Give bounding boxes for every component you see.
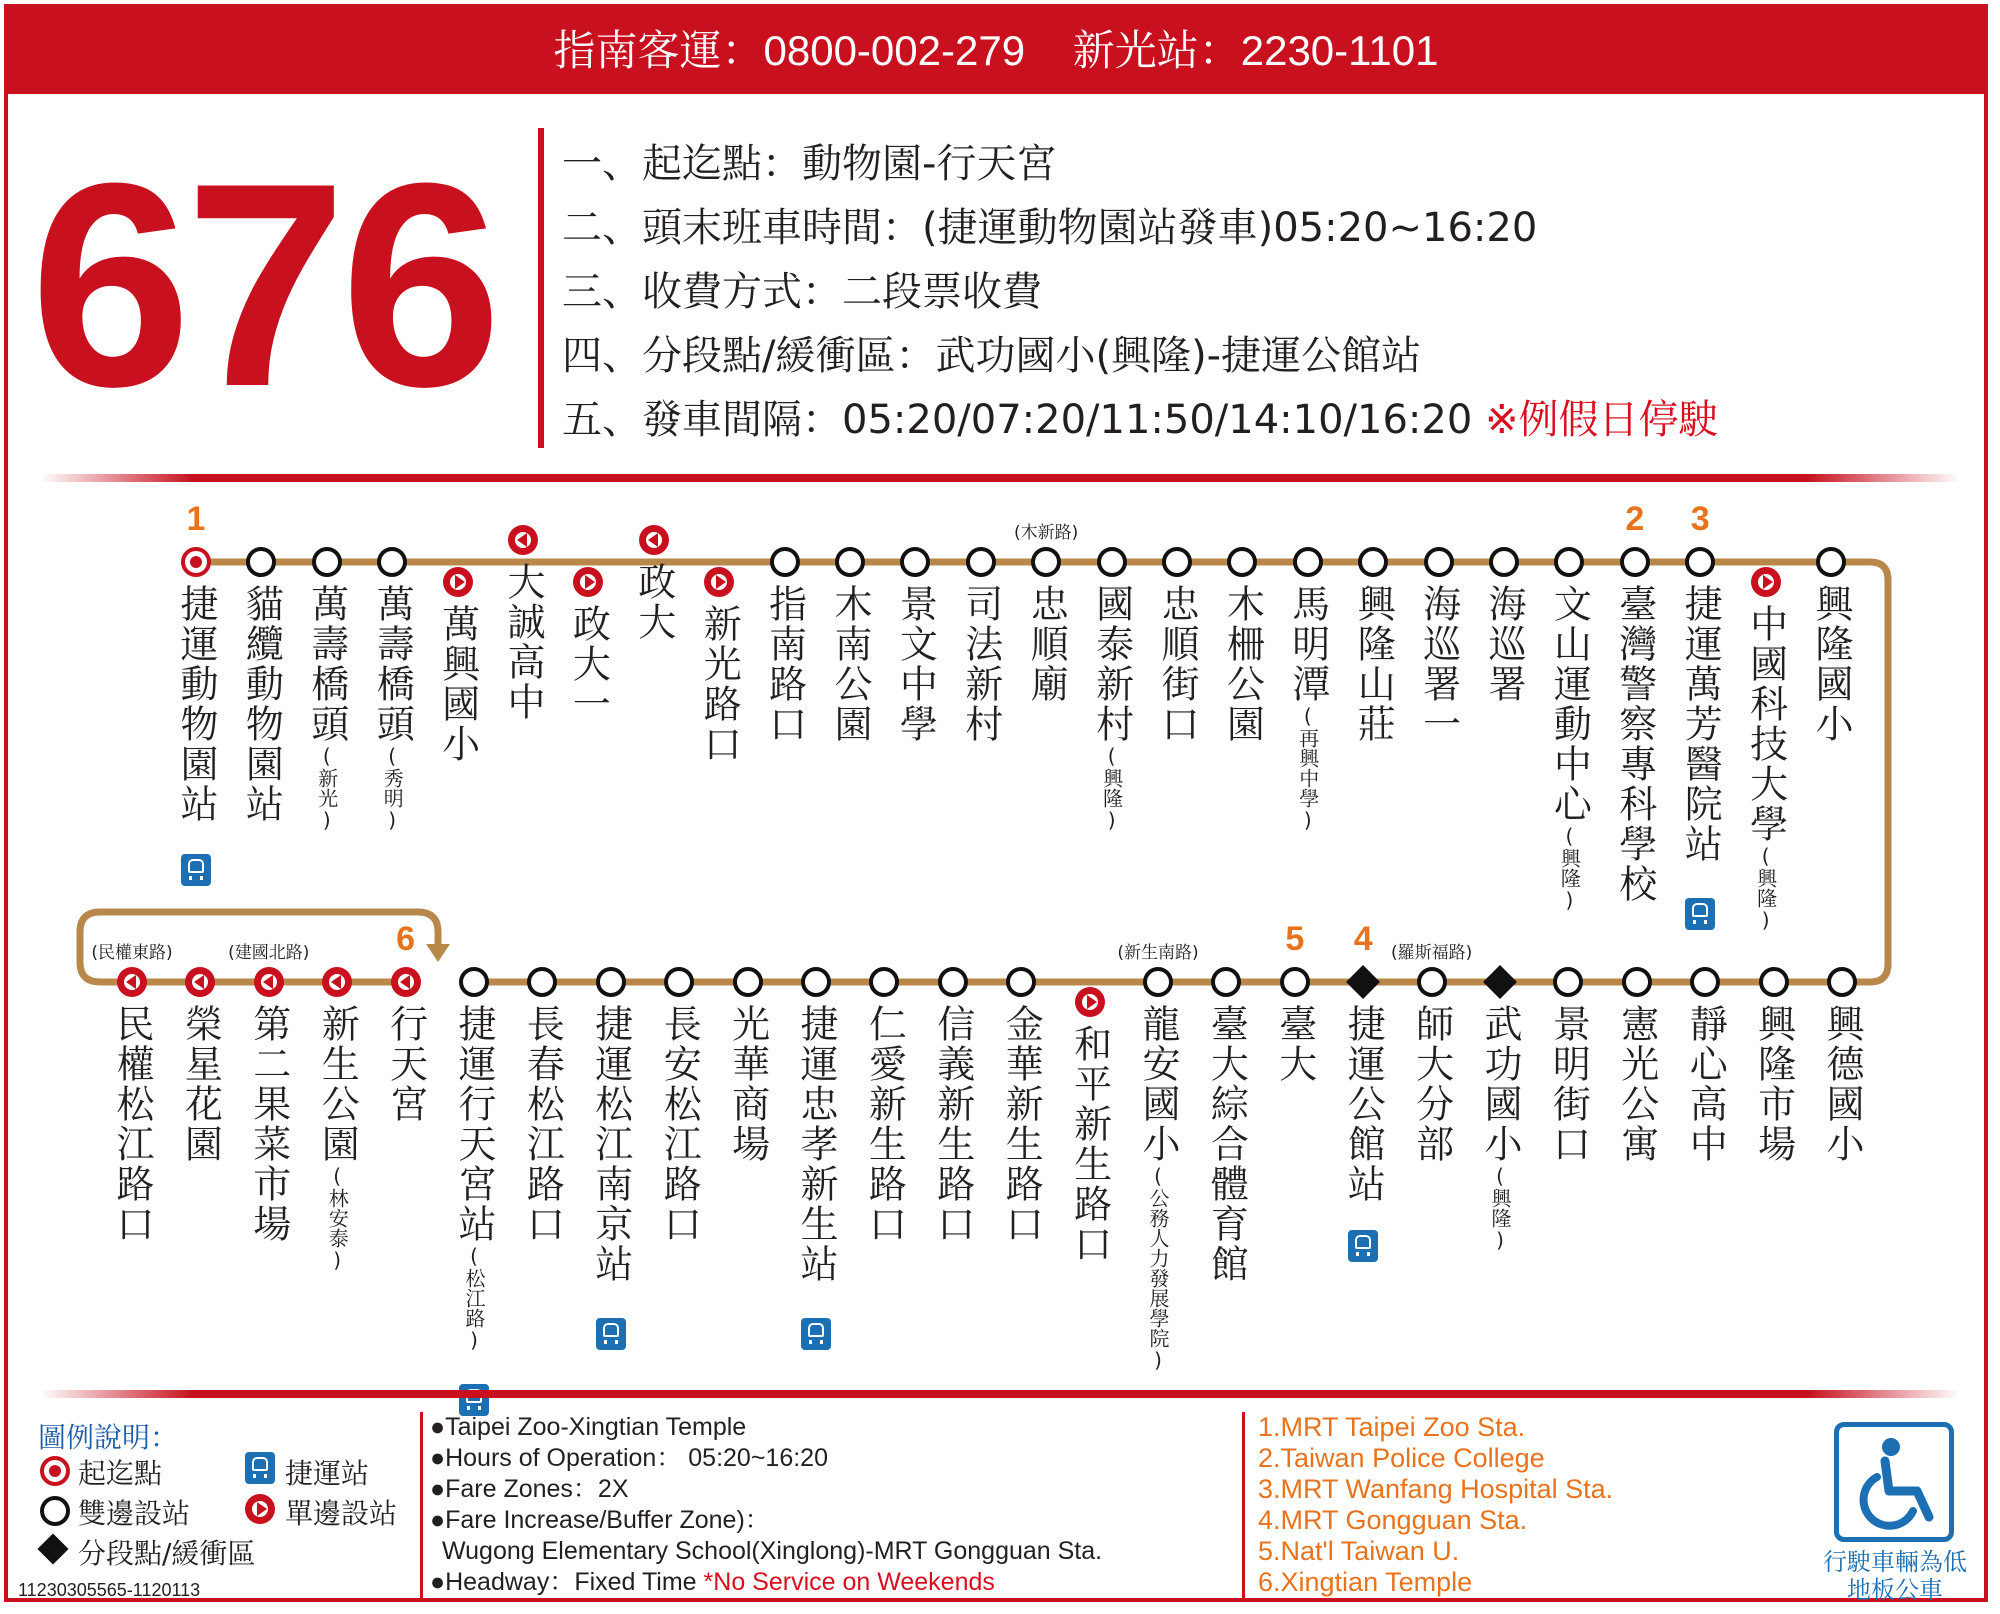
- wheelchair-icon: [1834, 1422, 1954, 1542]
- en-weekend-note: *No Service on Weekends: [703, 1568, 995, 1596]
- both-side-stop-icon: [596, 967, 626, 997]
- stop-name: 師大分部: [1409, 1004, 1454, 1164]
- mrt-station-icon: [1685, 898, 1715, 930]
- poi-item: 1.MRT Taipei Zoo Sta.: [1258, 1412, 1526, 1442]
- stop-name: 政大: [631, 562, 676, 642]
- stop-name: 興隆市場: [1751, 1004, 1796, 1164]
- stop-name: 長安松江路口: [657, 1004, 702, 1244]
- poi-number: 1: [186, 500, 206, 538]
- english-info: [430, 1412, 1102, 1598]
- stop-note: (林安泰): [325, 1164, 350, 1272]
- poi-number: 5: [1285, 920, 1305, 958]
- stop-name: 臺大: [1272, 1004, 1317, 1084]
- info-endpoints: 一、起迄點：動物園-行天宮: [562, 141, 1057, 187]
- one-side-stop-icon: [322, 967, 352, 997]
- both-side-stop-icon: [938, 967, 968, 997]
- stop-name: 新光路口: [697, 604, 742, 764]
- both-side-stop-icon: [1489, 547, 1519, 577]
- stop-name: 興隆山莊: [1351, 584, 1396, 744]
- stop-name: 興德國小: [1820, 1004, 1864, 1164]
- en-zone-detail: Wugong Elementary School(Xinglong)-MRT Gongguan Sta.: [442, 1537, 1103, 1565]
- stop-name: 信義新生路口: [930, 1004, 975, 1244]
- both-side-stop-icon: [1006, 967, 1036, 997]
- en-fare: ●Fare Zones：2X: [430, 1475, 629, 1503]
- both-side-stop-icon: [1553, 967, 1583, 997]
- stop-note: (興隆): [1753, 844, 1778, 932]
- info-zone: 四、分段點/緩衝區：武功國小(興隆)-捷運公館站: [562, 333, 1422, 379]
- stop-name: 長春松江路口: [520, 1004, 565, 1244]
- poi-number: 4: [1353, 920, 1373, 958]
- stop-note: (公務人力發展學院): [1146, 1164, 1170, 1372]
- one-side-stop-icon: [573, 567, 603, 597]
- station-phone: 新光站：2230-1101: [1072, 27, 1439, 74]
- stop-name: 指南路口: [762, 584, 807, 744]
- poster-code: 11230305565-1120113: [18, 1580, 201, 1600]
- legend-mrt: 捷運站: [285, 1457, 370, 1490]
- stop-name: 民權松江路口: [110, 1004, 154, 1244]
- mrt-station-icon: [596, 1318, 626, 1350]
- one-side-stop-icon: [117, 967, 147, 997]
- stop-note: (秀明): [380, 744, 405, 832]
- one-side-stop-icon: [639, 525, 669, 555]
- both-side-stop-icon: [1690, 967, 1720, 997]
- stop-name: 捷運公館站: [1341, 1004, 1386, 1204]
- legend-title: 圖例說明：: [38, 1421, 179, 1454]
- road-label: (建國北路): [228, 943, 310, 963]
- stop-name: 大誠高中: [501, 562, 545, 722]
- poi-item: 6.Xingtian Temple: [1258, 1567, 1473, 1597]
- both-side-stop-icon: [1685, 547, 1715, 577]
- both-side-stop-icon: [1358, 547, 1388, 577]
- both-side-stop-icon: [527, 967, 557, 997]
- en-headway: ●Headway：Fixed Time *No Service on Weekends: [430, 1568, 995, 1596]
- poi-list: [1258, 1412, 1613, 1598]
- stop-name: 武功國小(興隆): [1478, 1004, 1522, 1252]
- both-side-icon: [40, 1496, 70, 1526]
- stop-note: (興隆): [1557, 824, 1582, 912]
- stop-name: 臺灣警察專科學校: [1612, 584, 1657, 904]
- mrt-station-icon: [1348, 1230, 1378, 1262]
- stop-name: 貓纜動物園站: [239, 584, 284, 824]
- both-side-stop-icon: [1622, 967, 1652, 997]
- stop-name: 馬明潭(再興中學): [1285, 584, 1330, 832]
- diamond-icon: [42, 1538, 64, 1560]
- stop-name: 行天宮: [383, 1004, 428, 1124]
- separator-bottom: [40, 1390, 1960, 1398]
- stop-name: 光華商場: [725, 1004, 770, 1164]
- en-zone: ●Fare Increase/Buffer Zone)：: [430, 1506, 770, 1534]
- route-number: 676: [30, 123, 496, 447]
- info-fare: 三、收費方式：二段票收費: [562, 269, 1042, 315]
- stop-name: 仁愛新生路口: [862, 1004, 907, 1244]
- mrt-station-icon: [181, 854, 211, 886]
- stop-note: (再興中學): [1295, 704, 1320, 832]
- terminal-icon: [40, 1456, 70, 1486]
- stop-name: 政大一: [566, 604, 611, 724]
- both-side-stop-icon: [1031, 547, 1061, 577]
- legend-both: 雙邊設站: [78, 1497, 191, 1530]
- one-side-stop-icon: [508, 525, 538, 555]
- poi-number: 3: [1690, 500, 1710, 538]
- one-side-stop-icon: [1751, 567, 1781, 597]
- both-side-stop-icon: [1417, 967, 1447, 997]
- poi-divider: [1242, 1412, 1245, 1598]
- both-side-stop-icon: [1280, 967, 1310, 997]
- both-side-stop-icon: [1227, 547, 1257, 577]
- legend-divider: [420, 1412, 423, 1598]
- both-side-stop-icon: [1143, 967, 1173, 997]
- stop-note: (興隆): [1488, 1164, 1512, 1252]
- legend-oneway: 單邊設站: [285, 1497, 398, 1530]
- stop-name: 國泰新村(興隆): [1089, 584, 1134, 832]
- weekend-note: ※例假日停駛: [1485, 397, 1719, 443]
- both-side-stop-icon: [1162, 547, 1192, 577]
- both-side-stop-icon: [1424, 547, 1454, 577]
- poi-item: 2.Taiwan Police College: [1258, 1443, 1545, 1473]
- both-side-stop-icon: [869, 967, 899, 997]
- stop-note: (新光): [314, 744, 339, 832]
- stop-name: 捷運動物園站: [174, 584, 218, 824]
- stop-name: 捷運松江南京站: [588, 1004, 633, 1284]
- road-label: (民權東路): [91, 943, 173, 963]
- both-side-stop-icon: [733, 967, 763, 997]
- one-side-stop-icon: [254, 967, 284, 997]
- both-side-stop-icon: [377, 547, 407, 577]
- info-headway: 五、發車間隔：05:20/07:20/11:50/14:10/16:20 ※例假日停駛: [562, 397, 1719, 443]
- stop-name: 忠順街口: [1155, 584, 1199, 744]
- terminal-stop-icon: [181, 547, 211, 577]
- road-label: (羅斯福路): [1390, 943, 1473, 963]
- stop-name: 靜心高中: [1683, 1004, 1728, 1164]
- poi-item: 5.Nat'l Taiwan U.: [1258, 1536, 1460, 1566]
- one-side-stop-icon: [704, 567, 734, 597]
- both-side-stop-icon: [1097, 547, 1127, 577]
- stop-name: 興隆國小: [1809, 584, 1853, 744]
- stop-name: 第二果菜市場: [246, 1004, 291, 1244]
- stop-name: 捷運萬芳醫院站: [1678, 584, 1723, 864]
- road-label: (木新路): [1014, 523, 1079, 543]
- stop-name: 海巡署: [1482, 584, 1526, 704]
- stop-name: 龍安國小(公務人力發展學院): [1136, 1004, 1180, 1372]
- stop-note: (松江路): [462, 1244, 486, 1352]
- both-side-stop-icon: [1816, 547, 1846, 577]
- one-side-stop-icon: [443, 567, 473, 597]
- poi-number: 6: [396, 920, 416, 958]
- stop-name: 萬壽橋頭(秀明): [370, 584, 415, 832]
- stop-name: 中國科技大學(興隆): [1743, 604, 1788, 932]
- stop-name: 金華新生路口: [999, 1004, 1044, 1244]
- company-phone: 指南客運：0800-002-279: [553, 27, 1026, 74]
- stop-name: 萬壽橋頭(新光): [304, 584, 349, 832]
- stop-name: 和平新生路口: [1067, 1024, 1112, 1264]
- both-side-stop-icon: [246, 547, 276, 577]
- both-side-stop-icon: [1554, 547, 1584, 577]
- both-side-stop-icon: [459, 967, 489, 997]
- stop-name: 司法新村: [958, 584, 1003, 744]
- both-side-stop-icon: [312, 547, 342, 577]
- stop-name: 萬興國小: [435, 604, 480, 764]
- stop-name: 榮星花園: [178, 1004, 223, 1164]
- both-side-stop-icon: [900, 547, 930, 577]
- stop-name: 木柵公園: [1220, 584, 1265, 744]
- poi-item: 4.MRT Gongguan Sta.: [1258, 1505, 1528, 1535]
- both-side-stop-icon: [770, 547, 800, 577]
- both-side-stop-icon: [966, 547, 996, 577]
- stop-name: 捷運忠孝新生站: [794, 1004, 838, 1284]
- legend-terminal: 起迄點: [78, 1457, 163, 1490]
- one-side-stop-icon: [185, 967, 215, 997]
- stop-name: 木南公園: [828, 584, 872, 744]
- road-label: (新生南路): [1117, 943, 1199, 963]
- both-side-stop-icon: [801, 967, 831, 997]
- stop-name: 臺大綜合體育館: [1204, 1004, 1249, 1284]
- poi-item: 3.MRT Wanfang Hospital Sta.: [1258, 1474, 1614, 1504]
- both-side-stop-icon: [835, 547, 865, 577]
- en-hours: ●Hours of Operation： 05:20~16:20: [430, 1444, 828, 1472]
- both-side-stop-icon: [1759, 967, 1789, 997]
- stop-name: 海巡署一: [1416, 584, 1461, 744]
- accessible-label: 行駛車輛為低地板公車: [1823, 1548, 1967, 1604]
- poi-number: 2: [1625, 500, 1645, 538]
- one-side-stop-icon: [1075, 987, 1105, 1017]
- stop-name: 景明街口: [1546, 1004, 1591, 1164]
- one-side-stop-icon: [391, 967, 421, 997]
- stop-name: 文山運動中心(興隆): [1547, 584, 1592, 912]
- stop-name: 忠順廟: [1024, 584, 1069, 704]
- en-endpoints: ●Taipei Zoo-Xingtian Temple: [430, 1413, 747, 1441]
- both-side-stop-icon: [1827, 967, 1857, 997]
- both-side-stop-icon: [664, 967, 694, 997]
- stop-name: 景文中學: [893, 584, 938, 744]
- info-hours: 二、頭末班車時間：(捷運動物園站發車)05:20~16:20: [562, 205, 1538, 251]
- both-side-stop-icon: [1293, 547, 1323, 577]
- stop-name: 新生公園(林安泰): [315, 1004, 360, 1272]
- stop-name: 捷運行天宮站(松江路): [452, 1004, 496, 1352]
- both-side-stop-icon: [1620, 547, 1650, 577]
- stop-note: (興隆): [1099, 744, 1124, 832]
- mrt-station-icon: [801, 1318, 831, 1350]
- legend-diamond: 分段點/緩衝區: [78, 1537, 256, 1570]
- stop-name: 憲光公寓: [1614, 1004, 1659, 1164]
- both-side-stop-icon: [1211, 967, 1241, 997]
